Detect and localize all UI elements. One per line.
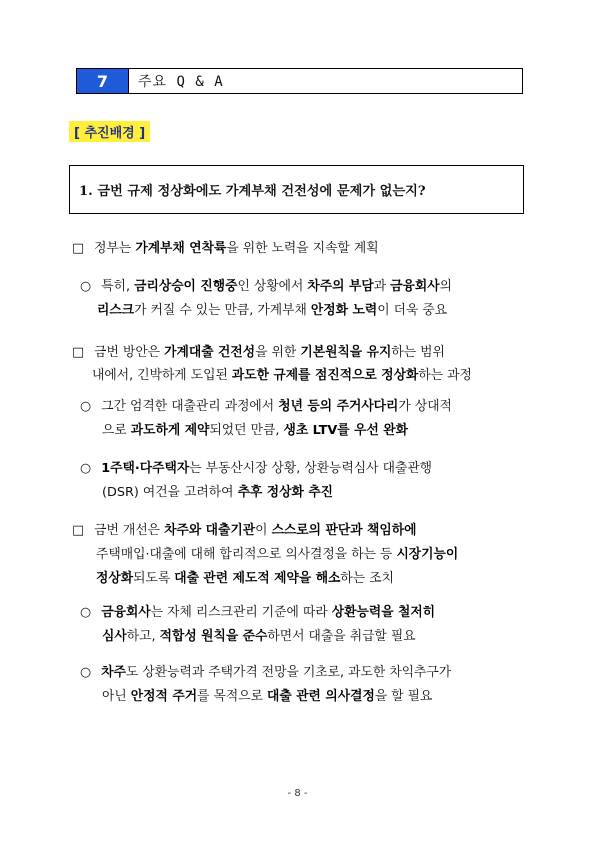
page-number: - 8 - [287,788,308,799]
bullet-3-sub-2-line-2: 아닌 안정적 주거를 목적으로 대출 관련 의사결정을 할 필요 [102,689,433,704]
square-bullet-icon: □ [72,523,85,538]
circle-bullet-icon: ○ [80,665,92,680]
bullet-1: □ 정부는 가계부채 연착륙을 위한 노력을 지속할 계획 [72,241,379,256]
bullet-3-sub-1-line-2: 심사하고, 적합성 원칙을 준수하면서 대출을 취급할 필요 [102,629,416,644]
bullet-2-line-1: □ 금번 방안은 가계대출 건전성을 위한 기본원칙을 유지하는 범위 [72,345,445,360]
bullet-2-line-2: 내에서, 긴박하게 도입된 과도한 규제를 점진적으로 정상화하는 과정 [92,368,472,383]
bullet-2-sub-1-line-1: ○ 그간 엄격한 대출관리 과정에서 청년 등의 주거사다리가 상대적 [80,399,452,414]
bullet-3-line-1: □ 금번 개선은 차주와 대출기관이 스스로의 판단과 책임하에 [72,523,417,538]
question-box: 1. 금번 규제 정상화에도 가계부채 건전성에 문제가 없는지? [69,165,524,214]
section-number: 7 [77,69,129,93]
circle-bullet-icon: ○ [80,399,92,414]
bullet-3-sub-1-line-1: ○ 금융회사는 자체 리스크관리 기준에 따라 상환능력을 철저히 [80,605,436,620]
bullet-1-sub-1-line-1: ○ 특히, 금리상승이 진행중인 상황에서 차주의 부담과 금융회사의 [80,279,452,294]
circle-bullet-icon: ○ [80,605,92,620]
circle-bullet-icon: ○ [80,279,92,294]
square-bullet-icon: □ [72,241,85,256]
bullet-2-sub-2-line-2: (DSR) 여건을 고려하여 추후 정상화 추진 [102,485,334,500]
bullet-3-sub-2-line-1: ○ 차주도 상환능력과 주택가격 전망을 기초로, 과도한 차익추구가 [80,665,452,680]
bullet-2-sub-1-line-2: 으로 과도하게 제약되었던 만큼, 생초 LTV를 우선 완화 [102,423,409,438]
section-title: 주요 Q & A [138,74,224,90]
bullet-3-line-2: 주택매입·대출에 대해 합리적으로 의사결정을 하는 등 시장기능이 [96,547,459,562]
bullet-2-sub-2-line-1: ○ 1주택·다주택자는 부동산시장 상황, 상환능력심사 대출관행 [80,461,433,476]
bullet-1-sub-1-line-2: 리스크가 커질 수 있는 만큼, 가계부채 안정화 노력이 더욱 중요 [97,303,448,318]
section-header [76,68,523,94]
background-label: [ 추진배경 ] [69,121,150,142]
bullet-3-line-3: 정상화되도록 대출 관련 제도적 제약을 해소하는 조치 [96,571,394,586]
circle-bullet-icon: ○ [80,461,92,476]
square-bullet-icon: □ [72,345,85,360]
